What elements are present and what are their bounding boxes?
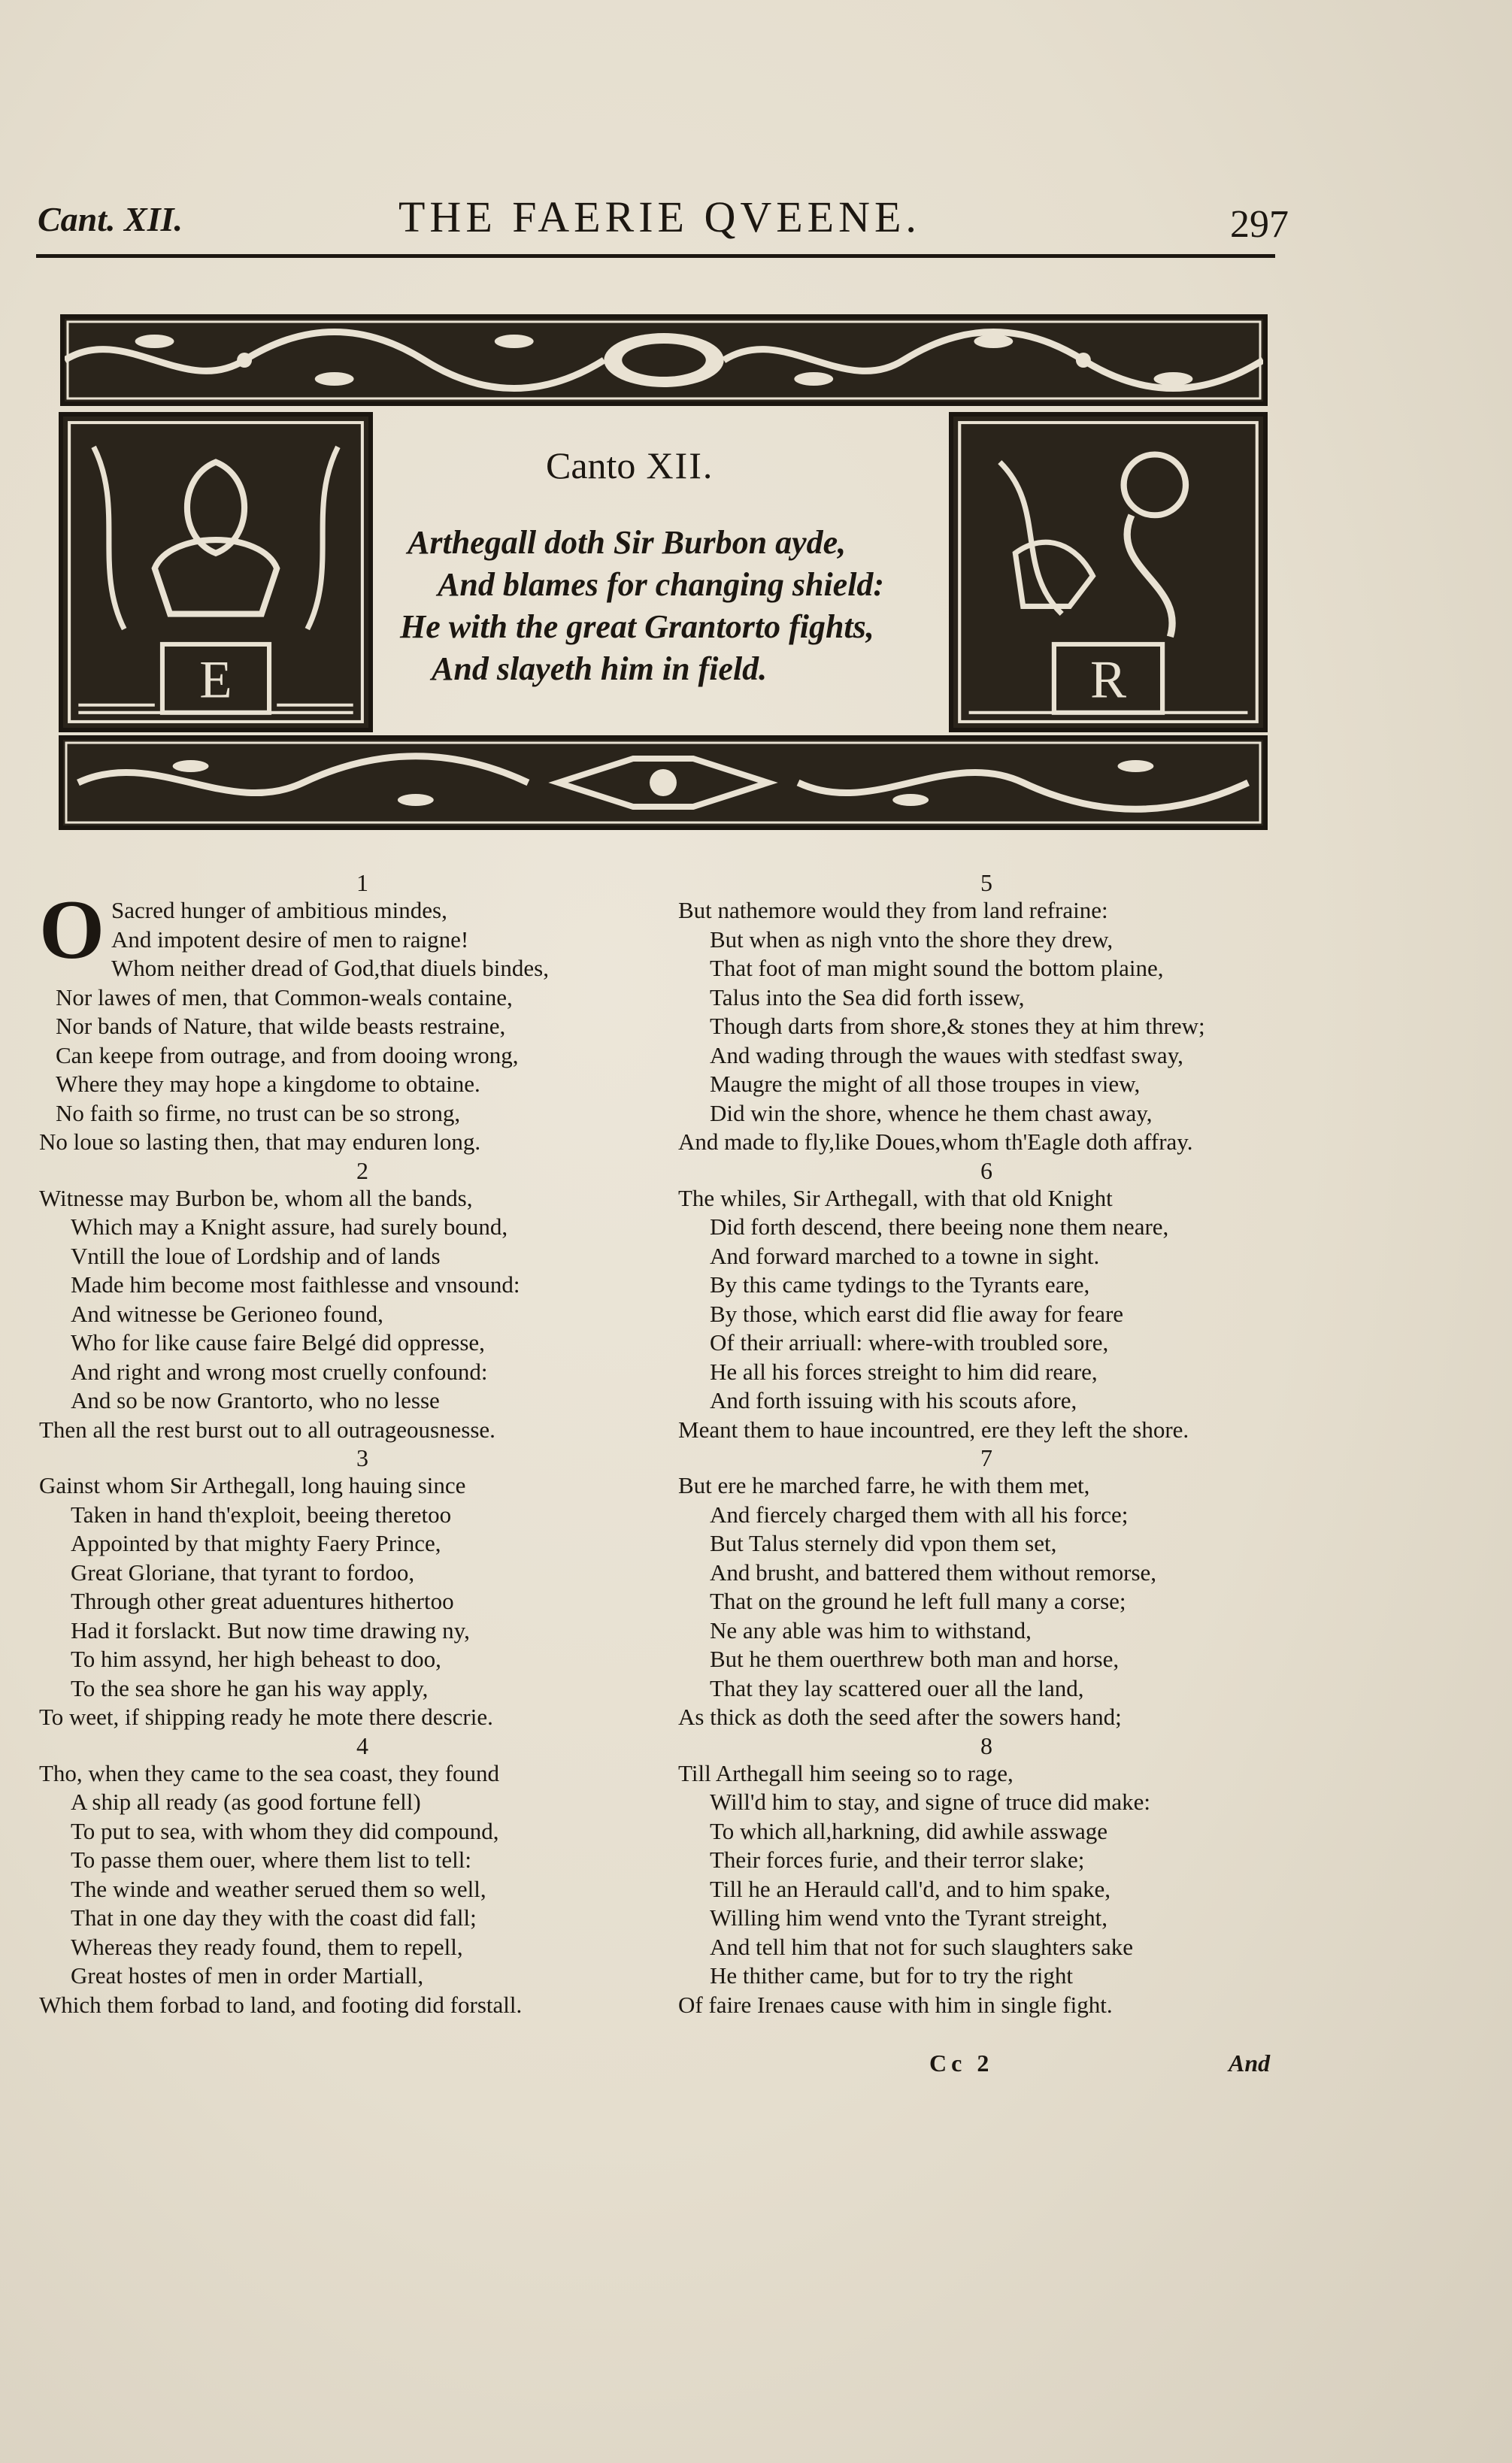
verse-line: Which them forbad to land, and footing did forstall. (39, 1991, 523, 2018)
svg-text:R: R (1089, 650, 1127, 710)
verse-line: Though darts from shore,& stones they at him threw; (710, 1013, 1205, 1039)
verse-line: Till Arthegall him seeing so to rage, (678, 1759, 1014, 1786)
verse-line: Vntill the loue of Lordship and of lands (71, 1242, 441, 1269)
scroll-and-urn-icon (63, 740, 1263, 826)
woodcut-panel-right (949, 412, 1268, 732)
catchword: And (1229, 2049, 1271, 2077)
verse-line: But Talus sternely did vpon them set, (710, 1530, 1057, 1556)
verse-line: That foot of man might sound the bottom plaine, (710, 955, 1164, 981)
verse-line: The winde and weather serued them so well, (71, 1875, 486, 1902)
verse-line: He all his forces streight to him did reare, (710, 1358, 1098, 1385)
verse-line: That they lay scattered ouer all the land, (710, 1674, 1084, 1701)
verse-line: He thither came, but for to try the right (710, 1962, 1073, 1989)
argument-line: He with the great Grantorto fights, (400, 608, 874, 645)
stanza-number: 5 (980, 869, 992, 896)
canto-argument-box (374, 412, 947, 732)
verse-line: To him assynd, her high beheast to doo, (71, 1646, 441, 1672)
stanza (39, 869, 686, 1157)
verse-line: And witnesse be Gerioneo found, (71, 1300, 383, 1327)
verse-line: Who for like cause faire Belgé did oppresse, (71, 1329, 485, 1356)
verse-line: Taken in hand th'exploit, beeing theretoo (71, 1501, 452, 1528)
verse-line: The whiles, Sir Arthegall, with that old Knight (678, 1184, 1113, 1211)
verse-line: Till he an Herauld call'd, and to him spake, (710, 1875, 1111, 1902)
verse-line: Appointed by that mighty Faery Prince, (71, 1530, 441, 1556)
satyr-figure-icon (953, 417, 1263, 728)
verse-line: And right and wrong most cruelly confound: (71, 1358, 488, 1385)
stanza-number: 4 (356, 1731, 368, 1759)
verse-line: Sacred hunger of ambitious mindes, (111, 897, 447, 923)
canto-heading (546, 444, 714, 487)
verse-line: And fiercely charged them with all his force; (710, 1501, 1129, 1528)
stanza-number: 2 (356, 1156, 368, 1184)
verse-line: No faith so firme, no trust can be so strong, (56, 1099, 461, 1126)
stanza (39, 1732, 686, 2020)
verse-line: Willing him wend vnto the Tyrant streight, (710, 1904, 1107, 1931)
verse-line: Gainst whom Sir Arthegall, long hauing since (39, 1472, 466, 1498)
verse-line: To weet, if shipping ready he mote there descrie. (39, 1704, 493, 1730)
verse-line: But when as nigh vnto the shore they drew, (710, 926, 1114, 953)
argument-line: Arthegall doth Sir Burbon ayde, (408, 524, 847, 561)
page-number: 297 (1230, 203, 1289, 246)
text-column-left (39, 869, 686, 2019)
verse-line: Through other great aduentures hithertoo (71, 1588, 454, 1614)
svg-text:E: E (199, 650, 232, 710)
verse-line: Can keepe from outrage, and from dooing wrong, (56, 1041, 519, 1068)
argument-line: And blames for changing shield: (438, 566, 885, 603)
verse-line: By this came tydings to the Tyrants eare, (710, 1271, 1090, 1298)
verse-line: And forward marched to a towne in sight. (710, 1242, 1100, 1269)
verse-line: And brusht, and battered them without remorse, (710, 1559, 1157, 1586)
verse-line: By those, which earst did flie away for feare (710, 1300, 1124, 1327)
head-rule (36, 254, 1275, 258)
verse-line: To which all,harkning, did awhile asswage (710, 1817, 1107, 1844)
running-head-title: THE FAERIE QVEENE. (398, 192, 921, 241)
verse-line: Nor bands of Nature, that wilde beasts restraine, (56, 1013, 506, 1039)
verse-line: Witnesse may Burbon be, whom all the bands, (39, 1184, 473, 1211)
stanza-number: 1 (356, 869, 368, 896)
verse-line: But he them ouerthrew both man and horse, (710, 1646, 1120, 1672)
stanza (678, 1444, 1295, 1732)
canto-number: XII. (646, 444, 714, 486)
verse-line: To the sea shore he gan his way apply, (71, 1674, 429, 1701)
figure-with-vase-icon (63, 417, 368, 728)
verse-line: Did win the shore, whence he them chast away, (710, 1099, 1153, 1126)
stanza-number: 6 (980, 1156, 992, 1184)
verse-line: Nor lawes of men, that Common-weals containe, (56, 983, 513, 1010)
woodcut-band-top (60, 314, 1268, 406)
verse-line: And made to fly,like Doues,whom th'Eagle doth affray. (678, 1128, 1193, 1155)
drop-cap: O (39, 883, 105, 977)
verse-line: Maugre the might of all those troupes in view, (710, 1071, 1141, 1097)
running-head-canto: Cant. XII. (38, 200, 183, 238)
stanza-number: 7 (980, 1444, 992, 1471)
verse-line: Did forth descend, there beeing none them neare, (710, 1213, 1169, 1240)
verse-line: Then all the rest burst out to all outrageousnesse. (39, 1416, 495, 1443)
verse-line: Great Gloriane, that tyrant to fordoo, (71, 1559, 415, 1586)
verse-line: Ne any able was him to withstand, (710, 1616, 1032, 1644)
verse-line: And wading through the waues with stedfast sway, (710, 1041, 1183, 1068)
verse-line: Which may a Knight assure, had surely bound, (71, 1213, 508, 1240)
vine-scroll-icon (65, 319, 1263, 401)
running-head (38, 192, 1289, 252)
verse-line: Had it forslackt. But now time drawing ny, (71, 1616, 470, 1644)
stanza (678, 869, 1295, 1157)
stanza (678, 1157, 1295, 1445)
verse-line: Will'd him to stay, and signe of truce did make: (710, 1789, 1151, 1815)
verse-line: Tho, when they came to the sea coast, they found (39, 1759, 500, 1786)
verse-line: Talus into the Sea did forth issew, (710, 983, 1025, 1010)
verse-line: Where they may hope a kingdome to obtaine. (56, 1071, 480, 1097)
stanza (678, 1732, 1295, 2020)
verse-line: Of faire Irenaes cause with him in single fight. (678, 1991, 1113, 2018)
verse-line: But nathemore would they from land refraine: (678, 897, 1108, 923)
stanza (39, 1157, 686, 1445)
verse-line: Whereas they ready found, them to repell, (71, 1933, 463, 1960)
verse-line: And tell him that not for such slaughters sake (710, 1933, 1134, 1960)
stanza-number: 8 (980, 1731, 992, 1759)
verse-line: Whom neither dread of God,that diuels bindes, (111, 955, 549, 981)
verse-line: Meant them to haue incountred, ere they left the shore. (678, 1416, 1189, 1443)
stanza-number: 3 (356, 1444, 368, 1471)
canto-word: Canto (546, 444, 636, 486)
verse-line: And impotent desire of men to raigne! (111, 926, 469, 953)
verse-line: To put to sea, with whom they did compound, (71, 1817, 499, 1844)
verse-line: That in one day they with the coast did fall; (71, 1904, 477, 1931)
verse-line: And forth issuing with his scouts afore, (710, 1387, 1077, 1413)
verse-line: As thick as doth the seed after the sowers hand; (678, 1704, 1122, 1730)
verse-line: Great hostes of men in order Martiall, (71, 1962, 424, 1989)
stanza (39, 1444, 686, 1732)
verse-line: A ship all ready (as good fortune fell) (71, 1789, 421, 1815)
verse-line: To passe them ouer, where them list to tell: (71, 1846, 471, 1873)
verse-line: But ere he marched farre, he with them met, (678, 1472, 1090, 1498)
verse-line: Their forces furie, and their terror slake; (710, 1846, 1085, 1873)
text-column-right (678, 869, 1295, 2019)
verse-line: And so be now Grantorto, who no lesse (71, 1387, 440, 1413)
verse-line: No loue so lasting then, that may enduren long. (39, 1128, 481, 1155)
verse-line: Made him become most faithlesse and vnsound: (71, 1271, 520, 1298)
woodcut-panel-left (59, 412, 373, 732)
verse-line: Of their arriuall: where-with troubled sore, (710, 1329, 1109, 1356)
verse-line: That on the ground he left full many a corse; (710, 1588, 1126, 1614)
argument-line: And slayeth him in field. (432, 650, 768, 687)
printer-signature: Cc 2 (929, 2049, 994, 2077)
woodcut-band-bottom (59, 735, 1268, 830)
